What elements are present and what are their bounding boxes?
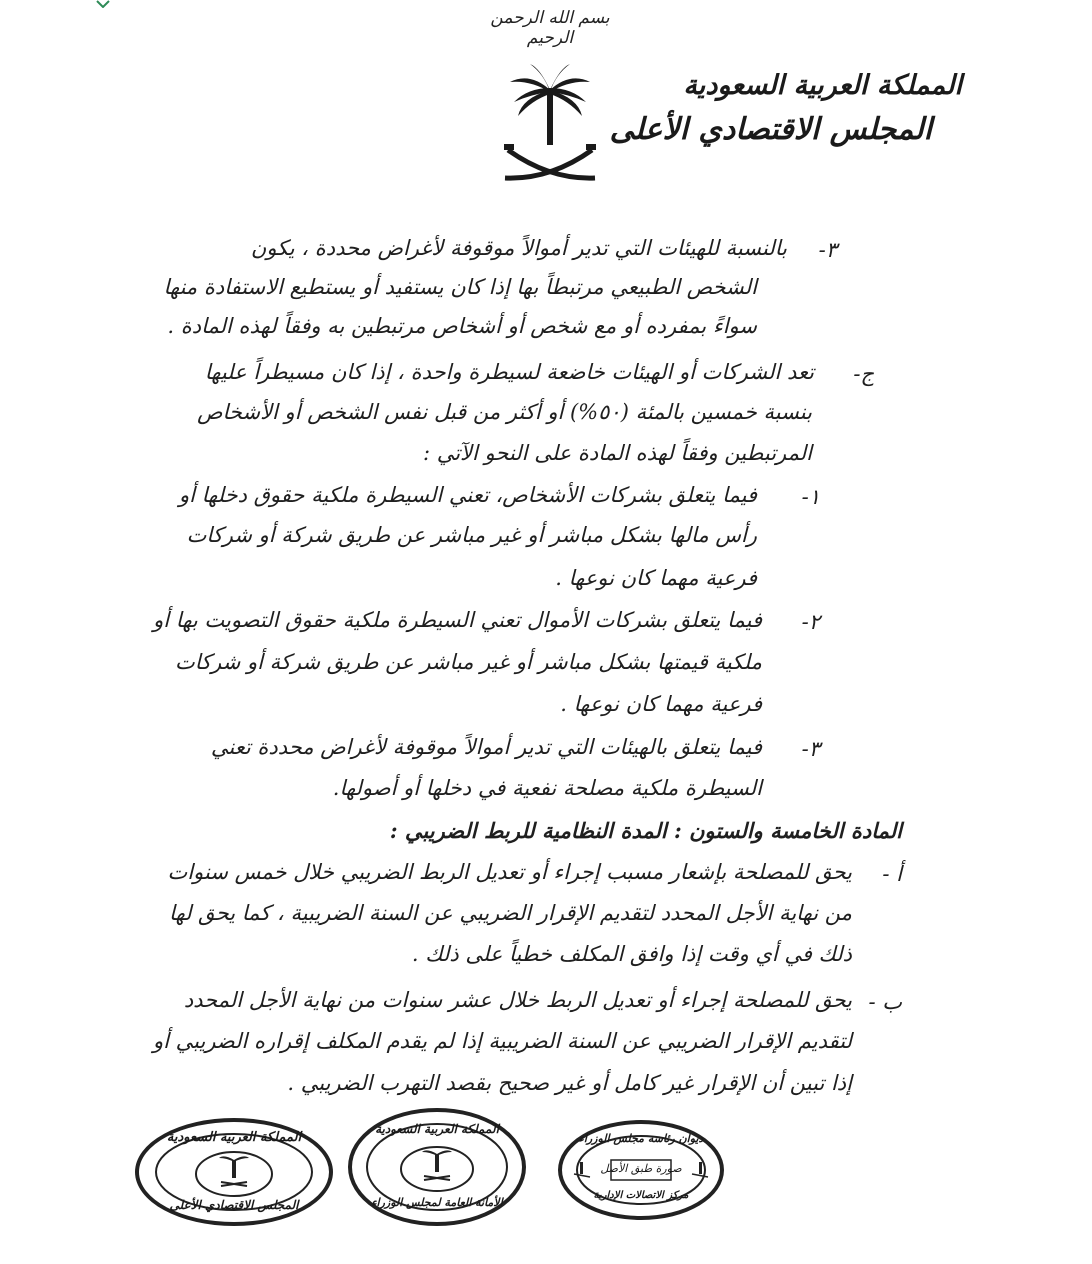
text-line: لتقديم الإقرار الضريبي عن السنة الضريبية إذا لم يقدم المكلف إقراره الضريبي أو xyxy=(153,1029,852,1053)
text-line: الشخص الطبيعي مرتبطاً بها إذا كان يستفيد أو يستطيع الاستفادة منها xyxy=(163,275,757,299)
item-marker: ٣- xyxy=(801,737,820,761)
palm-swords-emblem-icon xyxy=(500,60,600,190)
text-line: سواءً بمفرده أو مع شخص أو أشخاص مرتبطين به وفقاً لهذه المادة . xyxy=(167,314,757,338)
text-line: إذا تبين أن الإقرار غير كامل أو غير صحيح بقصد التهرب الضريبي . xyxy=(287,1071,852,1095)
stamp-text: صورة طبق الأصل xyxy=(600,1162,682,1175)
text-line: ذلك في أي وقت إذا وافق المكلف خطياً على ذلك . xyxy=(411,942,852,966)
text-line: ملكية قيمتها بشكل مباشر أو غير مباشر عن طريق شركة أو شركات xyxy=(175,650,762,674)
item-marker: ب - xyxy=(868,990,902,1014)
stamp-economic-council xyxy=(135,1118,333,1226)
text-line: رأس مالها بشكل مباشر أو غير مباشر عن طريق شركة أو شركات xyxy=(186,523,757,547)
corner-mark-icon xyxy=(96,0,110,8)
stamp-text: مركز الاتصالات الإدارية xyxy=(593,1190,689,1201)
text-line: بالنسبة للهيئات التي تدير أموالاً موقوفة لأغراض محددة ، يكون xyxy=(250,236,787,260)
text-line: تعد الشركات أو الهيئات خاضعة لسيطرة واحدة ، إذا كان مسيطراً عليها xyxy=(204,360,814,384)
basmala: بسم الله الرحمن الرحيم xyxy=(490,8,610,48)
text-line: فيما يتعلق بشركات الأشخاص، تعني السيطرة ملكية حقوق دخلها أو xyxy=(178,483,757,507)
item-marker: ج- xyxy=(853,362,874,386)
item-marker: ٣- xyxy=(818,238,837,262)
stamp-text: ديوان رئاسة مجلس الوزراء xyxy=(578,1132,704,1145)
text-line: فيما يتعلق بالهيئات التي تدير أموالاً موقوفة لأغراض محددة تعني xyxy=(210,735,762,759)
stamp-text: المملكة العربية السعودية xyxy=(375,1122,499,1136)
text-line: المرتبطين وفقاً لهذه المادة على النحو الآتي : xyxy=(422,441,812,465)
stamp-text: المجلس الاقتصادي الأعلى xyxy=(169,1198,299,1212)
item-marker: أ - xyxy=(882,862,902,886)
text-line: فرعية مهما كان نوعها . xyxy=(555,566,757,590)
text-line: السيطرة ملكية مصلحة نفعية في دخلها أو أصولها. xyxy=(332,776,762,800)
text-line: بنسبة خمسين بالمئة (٥٠%) أو أكثر من قبل نفس الشخص أو الأشخاص xyxy=(197,400,812,424)
text-line: فرعية مهما كان نوعها . xyxy=(560,692,762,716)
stamp-cabinet-secretariat xyxy=(348,1108,526,1226)
stamp-cabinet-presidency xyxy=(558,1120,724,1220)
item-marker: ٢- xyxy=(801,610,820,634)
stamp-text: الأمانة العامة لمجلس الوزراء xyxy=(371,1196,503,1209)
article-heading: المادة الخامسة والستون : المدة النظامية للربط الضريبي : xyxy=(389,818,902,843)
text-line: يحق للمصلحة بإشعار مسبب إجراء أو تعديل الربط الضريبي خلال خمس سنوات xyxy=(167,860,852,884)
item-marker: ١- xyxy=(801,485,820,509)
header-council: المجلس الاقتصادي الأعلى xyxy=(609,112,932,147)
text-line: يحق للمصلحة إجراء أو تعديل الربط خلال عشر سنوات من نهاية الأجل المحدد xyxy=(183,988,852,1012)
text-line: من نهاية الأجل المحدد لتقديم الإقرار الضريبي عن السنة الضريبية ، كما يحق لها xyxy=(169,901,852,925)
stamp-text: المملكة العربية السعودية xyxy=(166,1130,302,1145)
text-line: فيما يتعلق بشركات الأموال تعني السيطرة ملكية حقوق التصويت بها أو xyxy=(153,608,762,632)
header-kingdom: المملكة العربية السعودية xyxy=(683,70,962,101)
